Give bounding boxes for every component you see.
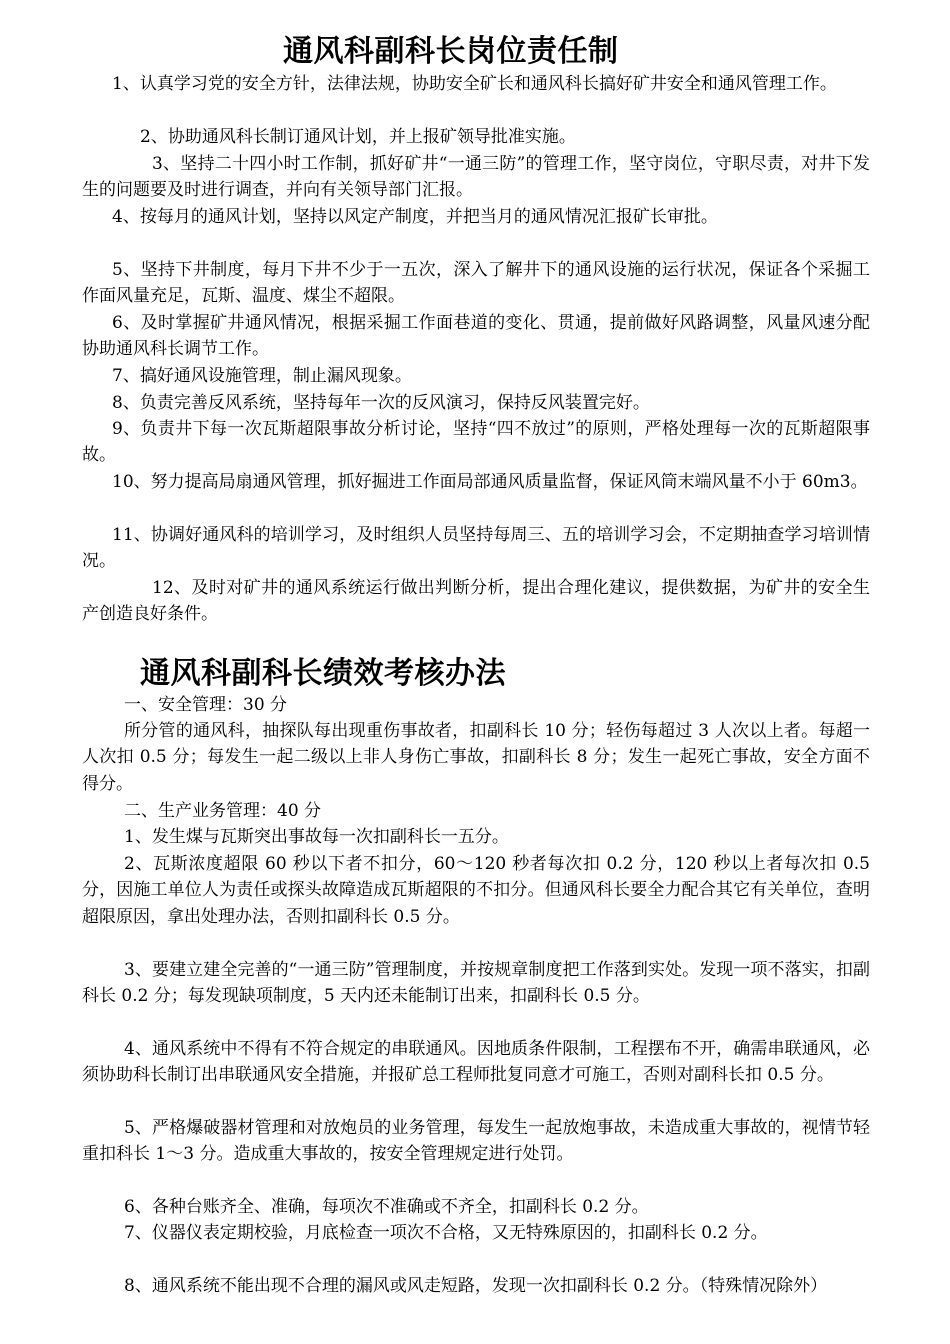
- section1-item-12: 12、及时对矿井的通风系统运行做出判断分析，提出合理化建议，提供数据，为矿井的安全生产创造良好条件。: [82, 578, 870, 625]
- section2-item-3: 3、要建立建全完善的“一通三防”管理制度，并按规章制度把工作落到实处。发现一项不落实，扣副科长 0.2 分；每发现缺项制度，5 天内还未能制订出来，扣副科长 0.5 分。: [82, 960, 870, 1007]
- section1-item-3: 3、坚持二十四小时工作制，抓好矿井“一通三防”的管理工作，坚守岗位，守职尽责，对井下发生的问题要及时进行调查，并向有关领导部门汇报。: [82, 154, 870, 201]
- section2-item-6: 6、各种台账齐全、准确，每项次不准确或不齐全，扣副科长 0.2 分。: [124, 1197, 649, 1217]
- section1-item-2: 2、协助通风科长制订通风计划，并上报矿领导批准实施。: [140, 127, 576, 147]
- section1-item-9: 9、负责井下每一次瓦斯超限事故分析讨论，坚持“四不放过”的原则，严格处理每一次的瓦斯超限事故。: [82, 419, 870, 466]
- section2-item-safety-detail: 所分管的通风科，抽探队每出现重伤事故者，扣副科长 10 分；轻伤每超过 3 人次以上者。每超一人次扣 0.5 分；每发生一起二级以上非人身伤亡事故，扣副科长 8 分；发生一起死亡事故，安全方面不得分。: [82, 721, 870, 794]
- section1-item-11: 11、协调好通风科的培训学习，及时组织人员坚持每周三、五的培训学习会，不定期抽查学习培训情况。: [82, 525, 870, 572]
- section2-item-1: 1、发生煤与瓦斯突出事故每一次扣副科长一五分。: [124, 827, 509, 847]
- section1-item-1: 1、认真学习党的安全方针，法律法规，协助安全矿长和通风科长搞好矿井安全和通风管理工作。: [112, 74, 837, 94]
- section2-item-4: 4、通风系统中不得有不符合规定的串联通风。因地质条件限制，工程摆布不开，确需串联通风，必须协助科长制订出串联通风安全措施，并报矿总工程师批复同意才可施工，否则对副科长扣 0.5 分。: [82, 1039, 870, 1086]
- section2-title: 通风科副科长绩效考核办法: [140, 656, 506, 691]
- section1-item-10: 10、努力提高局扇通风管理，抓好掘进工作面局部通风质量监督，保证风筒末端风量不小于 60m3。: [112, 472, 868, 492]
- section1-item-5: 5、坚持下井制度，每月下井不少于一五次，深入了解井下的通风设施的运行状况，保证各个采掘工作面风量充足，瓦斯、温度、煤尘不超限。: [82, 260, 870, 307]
- section2-item-5: 5、严格爆破器材管理和对放炮员的业务管理，每发生一起放炮事故，未造成重大事故的，视情节轻重扣科长 1～3 分。造成重大事故的，按安全管理规定进行处罚。: [82, 1118, 870, 1165]
- section2-heading-production: 二、生产业务管理：40 分: [124, 801, 322, 821]
- section2-item-2: 2、瓦斯浓度超限 60 秒以下者不扣分，60～120 秒者每次扣 0.2 分，120 秒以上者每次扣 0.5 分，因施工单位人为责任或探头故障造成瓦斯超限的不扣分。但通风科长要全力配合其它有关单位，查明超限原因，拿出处理办法，否则扣副科长 0.5 分。: [82, 854, 870, 927]
- section1-item-4: 4、按每月的通风计划，坚持以风定产制度，并把当月的通风情况汇报矿长审批。: [112, 207, 718, 227]
- section1-title: 通风科副科长岗位责任制: [283, 34, 619, 69]
- section2-heading-safety: 一、安全管理：30 分: [124, 695, 288, 715]
- section2-item-7: 7、仪器仪表定期校验，月底检查一项次不合格，又无特殊原因的，扣副科长 0.2 分。: [124, 1223, 768, 1243]
- section1-item-6: 6、及时掌握矿井通风情况，根据采掘工作面巷道的变化、贯通，提前做好风路调整，风量风速分配协助通风科长调节工作。: [82, 313, 870, 360]
- section1-item-7: 7、搞好通风设施管理，制止漏风现象。: [112, 366, 412, 386]
- section2-item-8: 8、通风系统不能出现不合理的漏风或风走短路，发现一次扣副科长 0.2 分。（特殊情况除外）: [124, 1276, 828, 1296]
- section1-item-8: 8、负责完善反风系统，坚持每年一次的反风演习，保持反风装置完好。: [112, 393, 650, 413]
